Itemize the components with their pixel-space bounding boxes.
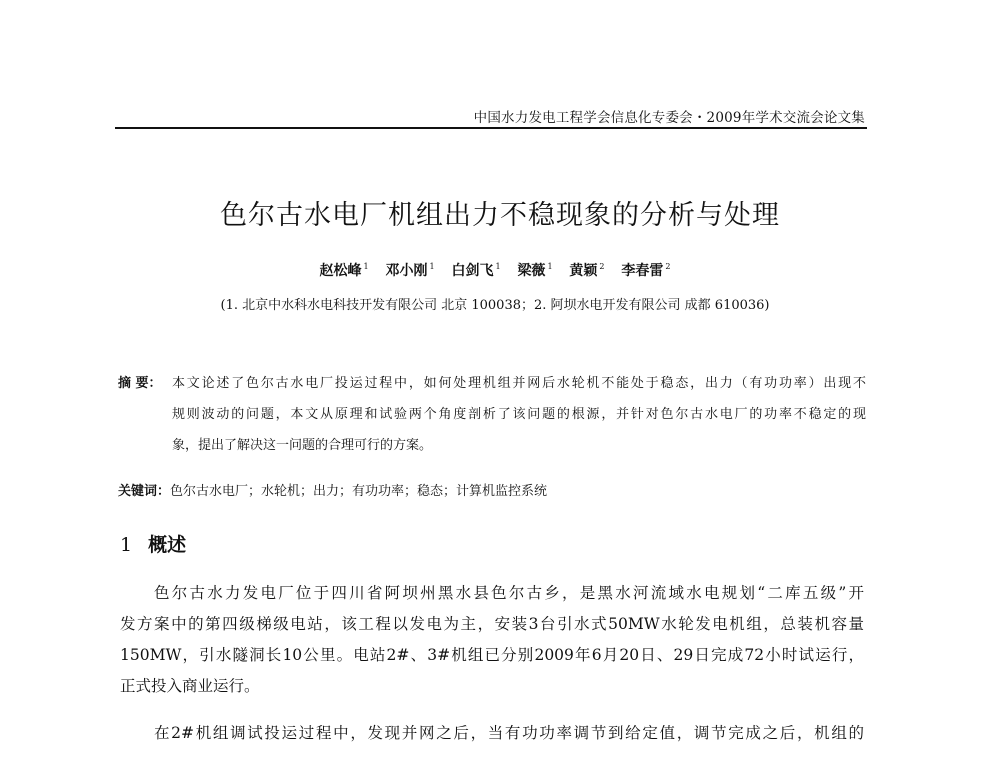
paragraph-line: 发方案中的第四级梯级电站，该工程以发电为主，安装3台引水式50MW水轮发电机组，总装机容量	[120, 615, 864, 633]
keywords-text: 色尔古水电厂；水轮机；出力；有功功率；稳态；计算机监控系统	[170, 484, 548, 499]
section-number: 1	[120, 534, 133, 556]
author-list	[0, 260, 990, 280]
abstract	[118, 368, 866, 461]
author-affiliation-mark: 1	[429, 262, 435, 271]
author	[451, 260, 500, 280]
section-heading	[120, 530, 186, 557]
running-header: 中国水力发电工程学会信息化专委会・2009年学术交流会论文集	[473, 110, 865, 126]
section-body	[120, 578, 864, 749]
section-title: 概述	[148, 534, 187, 556]
author-name: 邓小刚	[385, 263, 428, 279]
paper-title: 色尔古水电厂机组出力不稳现象的分析与处理	[220, 200, 780, 231]
paragraph-line: 在2#机组调试投运过程中，发现并网之后，当有功功率调节到给定值，调节完成之后，机组的	[154, 724, 864, 742]
paragraph-line: 150MW，引水隧洞长10公里。电站2#、3#机组已分别2009年6月20日、29日完成72小时试运行，	[120, 646, 864, 664]
affiliation: (1. 北京中水科水电科技开发有限公司 北京 100038；2. 阿坝水电开发有限公司 成都 610036)	[220, 298, 770, 313]
author	[517, 260, 552, 280]
author-name: 梁薇	[517, 263, 546, 279]
author-name: 黄颖	[569, 263, 598, 279]
author	[320, 260, 369, 280]
keywords	[118, 480, 547, 499]
header-rule	[115, 127, 867, 129]
author-affiliation-mark: 2	[599, 262, 605, 271]
author-affiliation-mark: 1	[495, 262, 501, 271]
abstract-line: 本文论述了色尔古水电厂投运过程中，如何处理机组并网后水轮机不能处于稳态，出力（有功功率）出现不	[172, 376, 866, 391]
abstract-line: 规则波动的问题，本文从原理和试验两个角度剖析了该问题的根源，并针对色尔古水电厂的功率不稳定的现	[172, 407, 866, 422]
author-affiliation-mark: 1	[547, 262, 553, 271]
author-name: 李春雷	[621, 263, 664, 279]
paragraph-gap	[120, 702, 864, 718]
author	[569, 260, 604, 280]
author-affiliation-mark: 2	[665, 262, 671, 271]
keywords-label: 关键词：	[118, 484, 171, 499]
author	[386, 260, 435, 280]
paragraph-line: 色尔古水力发电厂位于四川省阿坝州黑水县色尔古乡，是黑水河流域水电规划“二库五级”开	[154, 584, 864, 602]
abstract-label: 摘 要：	[118, 376, 162, 391]
author	[621, 260, 670, 280]
author-affiliation-mark: 1	[363, 262, 369, 271]
author-name: 赵松峰	[319, 263, 362, 279]
paragraph-line: 正式投入商业运行。	[120, 677, 260, 695]
abstract-line: 象，提出了解决这一问题的合理可行的方案。	[172, 438, 433, 453]
author-name: 白剑飞	[451, 263, 494, 279]
